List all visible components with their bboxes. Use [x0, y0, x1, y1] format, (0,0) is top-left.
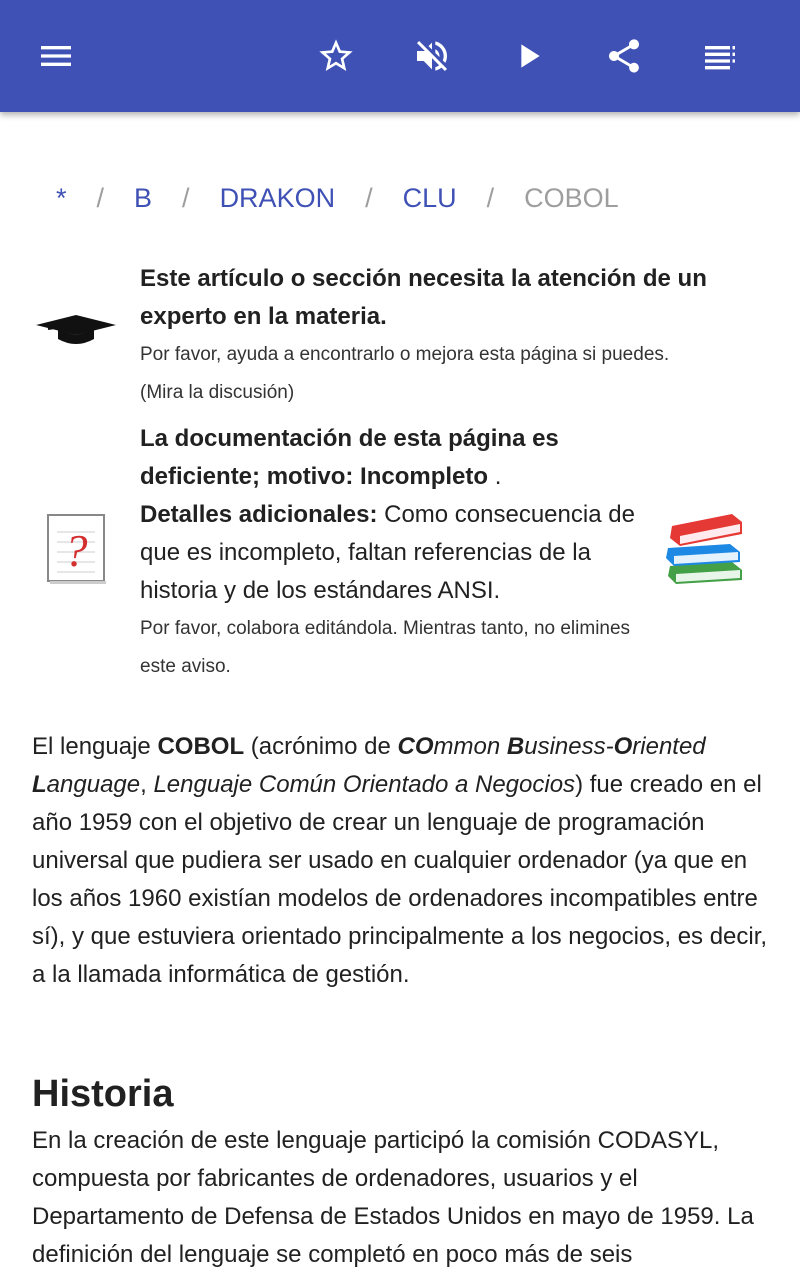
play-icon [508, 36, 548, 76]
play-button[interactable] [500, 28, 556, 84]
breadcrumb-current: COBOL [524, 182, 619, 213]
breadcrumb-separator: / [486, 182, 495, 213]
contents-button[interactable] [692, 28, 748, 84]
share-button[interactable] [596, 28, 652, 84]
breadcrumb-item-root[interactable]: * [56, 182, 67, 213]
documentation-notice [140, 420, 670, 686]
breadcrumb-item-b[interactable]: B [134, 182, 153, 213]
breadcrumb [56, 176, 619, 220]
translation: Lenguaje Común Orientado a Negocios [153, 771, 576, 798]
breadcrumb-separator: / [365, 182, 373, 213]
volume-off-icon [412, 36, 452, 76]
books-icon [662, 510, 746, 588]
breadcrumb-item-drakon[interactable]: DRAKON [219, 182, 336, 213]
article-intro: El lenguaje COBOL (acrónimo de COmmon Business-Oriented Language, Lenguaje Común Orientado a Negocios) fue creado en el año 1959 con el objetivo de crear un lenguaje de programación universal que pudiera ser usado en cualquier ordenador (ya que en los años 1960 existían modelos de ordenadores incompatibles entre sí), y que estuviera orientado principalmente a los negocios, es decir, a la llamada informática de gestión. [32, 733, 768, 988]
history-text: En la creación de este lenguaje participó la comisión CODASYL, compuesta por fabricantes de ordenadores, usuarios y el Departamento de Defensa de Estados Unidos en mayo de 1959. La definición del lenguaje se completó en poco más de seis [32, 1127, 754, 1268]
expert-notice [140, 260, 740, 412]
question-document-icon [45, 512, 107, 586]
menu-icon [36, 36, 76, 76]
breadcrumb-separator: / [96, 182, 105, 213]
app-bar [0, 0, 800, 112]
documentation-notice-title: La documentación de esta página es deficiente; motivo: Incompleto . [140, 425, 559, 490]
documentation-notice-footer: Por favor, colabora editándola. Mientras tanto, no elimines este aviso. [140, 618, 631, 677]
list-icon [700, 36, 740, 76]
menu-button[interactable] [28, 28, 84, 84]
mute-button[interactable] [404, 28, 460, 84]
expert-notice-help: Por favor, ayuda a encontrarlo o mejora esta página si puedes. [140, 344, 670, 365]
documentation-notice-details: Detalles adicionales: Como consecuencia de que es incompleto, faltan referencias de la historia y de los estándares ANSI. [140, 501, 635, 604]
share-icon [604, 36, 644, 76]
star-outline-icon [316, 36, 356, 76]
breadcrumb-separator: / [182, 182, 190, 213]
expert-notice-title: Este artículo o sección necesita la atención de un experto en la materia. [140, 265, 707, 330]
svg-text:?: ? [64, 525, 88, 576]
history-heading: Historia [32, 1073, 174, 1115]
favorite-button[interactable] [308, 28, 364, 84]
graduation-cap-icon [34, 311, 118, 351]
breadcrumb-item-clu[interactable]: CLU [402, 182, 457, 213]
discussion-link[interactable]: (Mira la discusión) [140, 382, 295, 403]
